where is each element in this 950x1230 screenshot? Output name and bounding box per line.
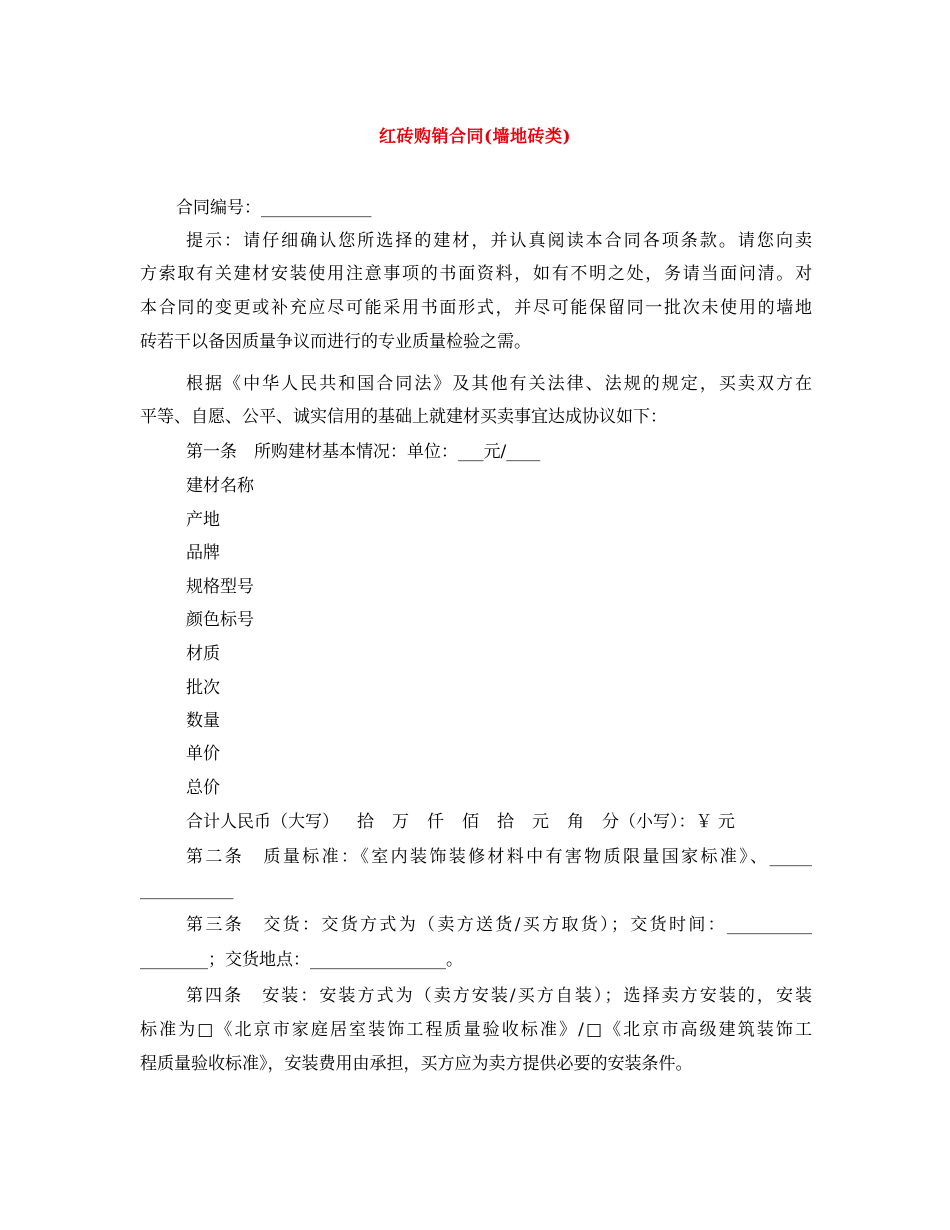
article-3-line-1: 第三条 交货：交货方式为（卖方送货/买方取货）；交货时间：__________ bbox=[186, 915, 812, 935]
total-amount-row bbox=[186, 810, 753, 834]
tip-line-4: 砖若干以备因质量争议而进行的专业质量检验之需。 bbox=[140, 332, 531, 352]
unit-shi: 拾 bbox=[497, 812, 514, 832]
item-color-code: 颜色标号 bbox=[186, 610, 254, 630]
tip-line-2: 方索取有关建材安装使用注意事项的书面资料，如有不明之处，务请当面问清。对 bbox=[140, 264, 812, 284]
article-2-line-2: ___________ bbox=[140, 880, 234, 900]
item-material: 材质 bbox=[186, 644, 220, 664]
unit-bai: 佰 bbox=[462, 812, 479, 832]
basis-line-2: 平等、自愿、公平、诚实信用的基础上就建材买卖事宜达成协议如下： bbox=[140, 407, 667, 427]
article-1: 第一条 所购建材基本情况：单位：___元/____ bbox=[186, 442, 541, 462]
tip-line-3: 本合同的变更或补充应尽可能采用书面形式，并尽可能保留同一批次未使用的墙地 bbox=[140, 298, 812, 318]
article-4-line-3: 程质量验收标准》，安装费用由承担，买方应为卖方提供必要的安装条件。 bbox=[140, 1054, 693, 1074]
document-title: 红砖购销合同(墙地砖类) bbox=[378, 127, 572, 147]
unit-qian: 仟 bbox=[427, 812, 444, 832]
item-origin: 产地 bbox=[186, 510, 220, 530]
unit-fen-small: 分（小写）：￥ 元 bbox=[602, 812, 735, 832]
tip-line-1: 提示：请仔细确认您所选择的建材，并认真阅读本合同各项条款。请您向卖 bbox=[186, 231, 812, 251]
contract-number-row bbox=[176, 196, 372, 220]
contract-number-label: 合同编号： bbox=[176, 198, 261, 218]
item-material-name: 建材名称 bbox=[186, 476, 254, 496]
item-unit-price: 单价 bbox=[186, 744, 220, 764]
basis-line-1: 根据《中华人民共和国合同法》及其他有关法律、法规的规定，买卖双方在 bbox=[186, 374, 812, 394]
unit-wan: 万 bbox=[392, 812, 409, 832]
article-4-line-2: 标准为□《北京市家庭居室装饰工程质量验收标准》/□《北京市高级建筑装饰工 bbox=[140, 1020, 812, 1040]
item-quantity: 数量 bbox=[186, 711, 220, 731]
article-3-line-2: ________；交货地点：________________。 bbox=[140, 950, 463, 970]
unit-shi-wan: 拾 bbox=[357, 812, 374, 832]
article-4-line-1: 第四条 安装：安装方式为（卖方安装/买方自装）；选择卖方安装的，安装 bbox=[186, 986, 812, 1006]
article-2-line-1: 第二条 质量标准：《室内装饰装修材料中有害物质限量国家标准》、_____ bbox=[186, 847, 812, 867]
item-spec-model: 规格型号 bbox=[186, 577, 254, 597]
unit-yuan: 元 bbox=[532, 812, 549, 832]
item-total-price: 总价 bbox=[186, 778, 220, 798]
total-label: 合计人民币（大写） bbox=[186, 812, 339, 832]
unit-jiao: 角 bbox=[567, 812, 584, 832]
contract-number-blank: _____________ bbox=[261, 198, 372, 218]
item-brand: 品牌 bbox=[186, 543, 220, 563]
item-batch: 批次 bbox=[186, 678, 220, 698]
